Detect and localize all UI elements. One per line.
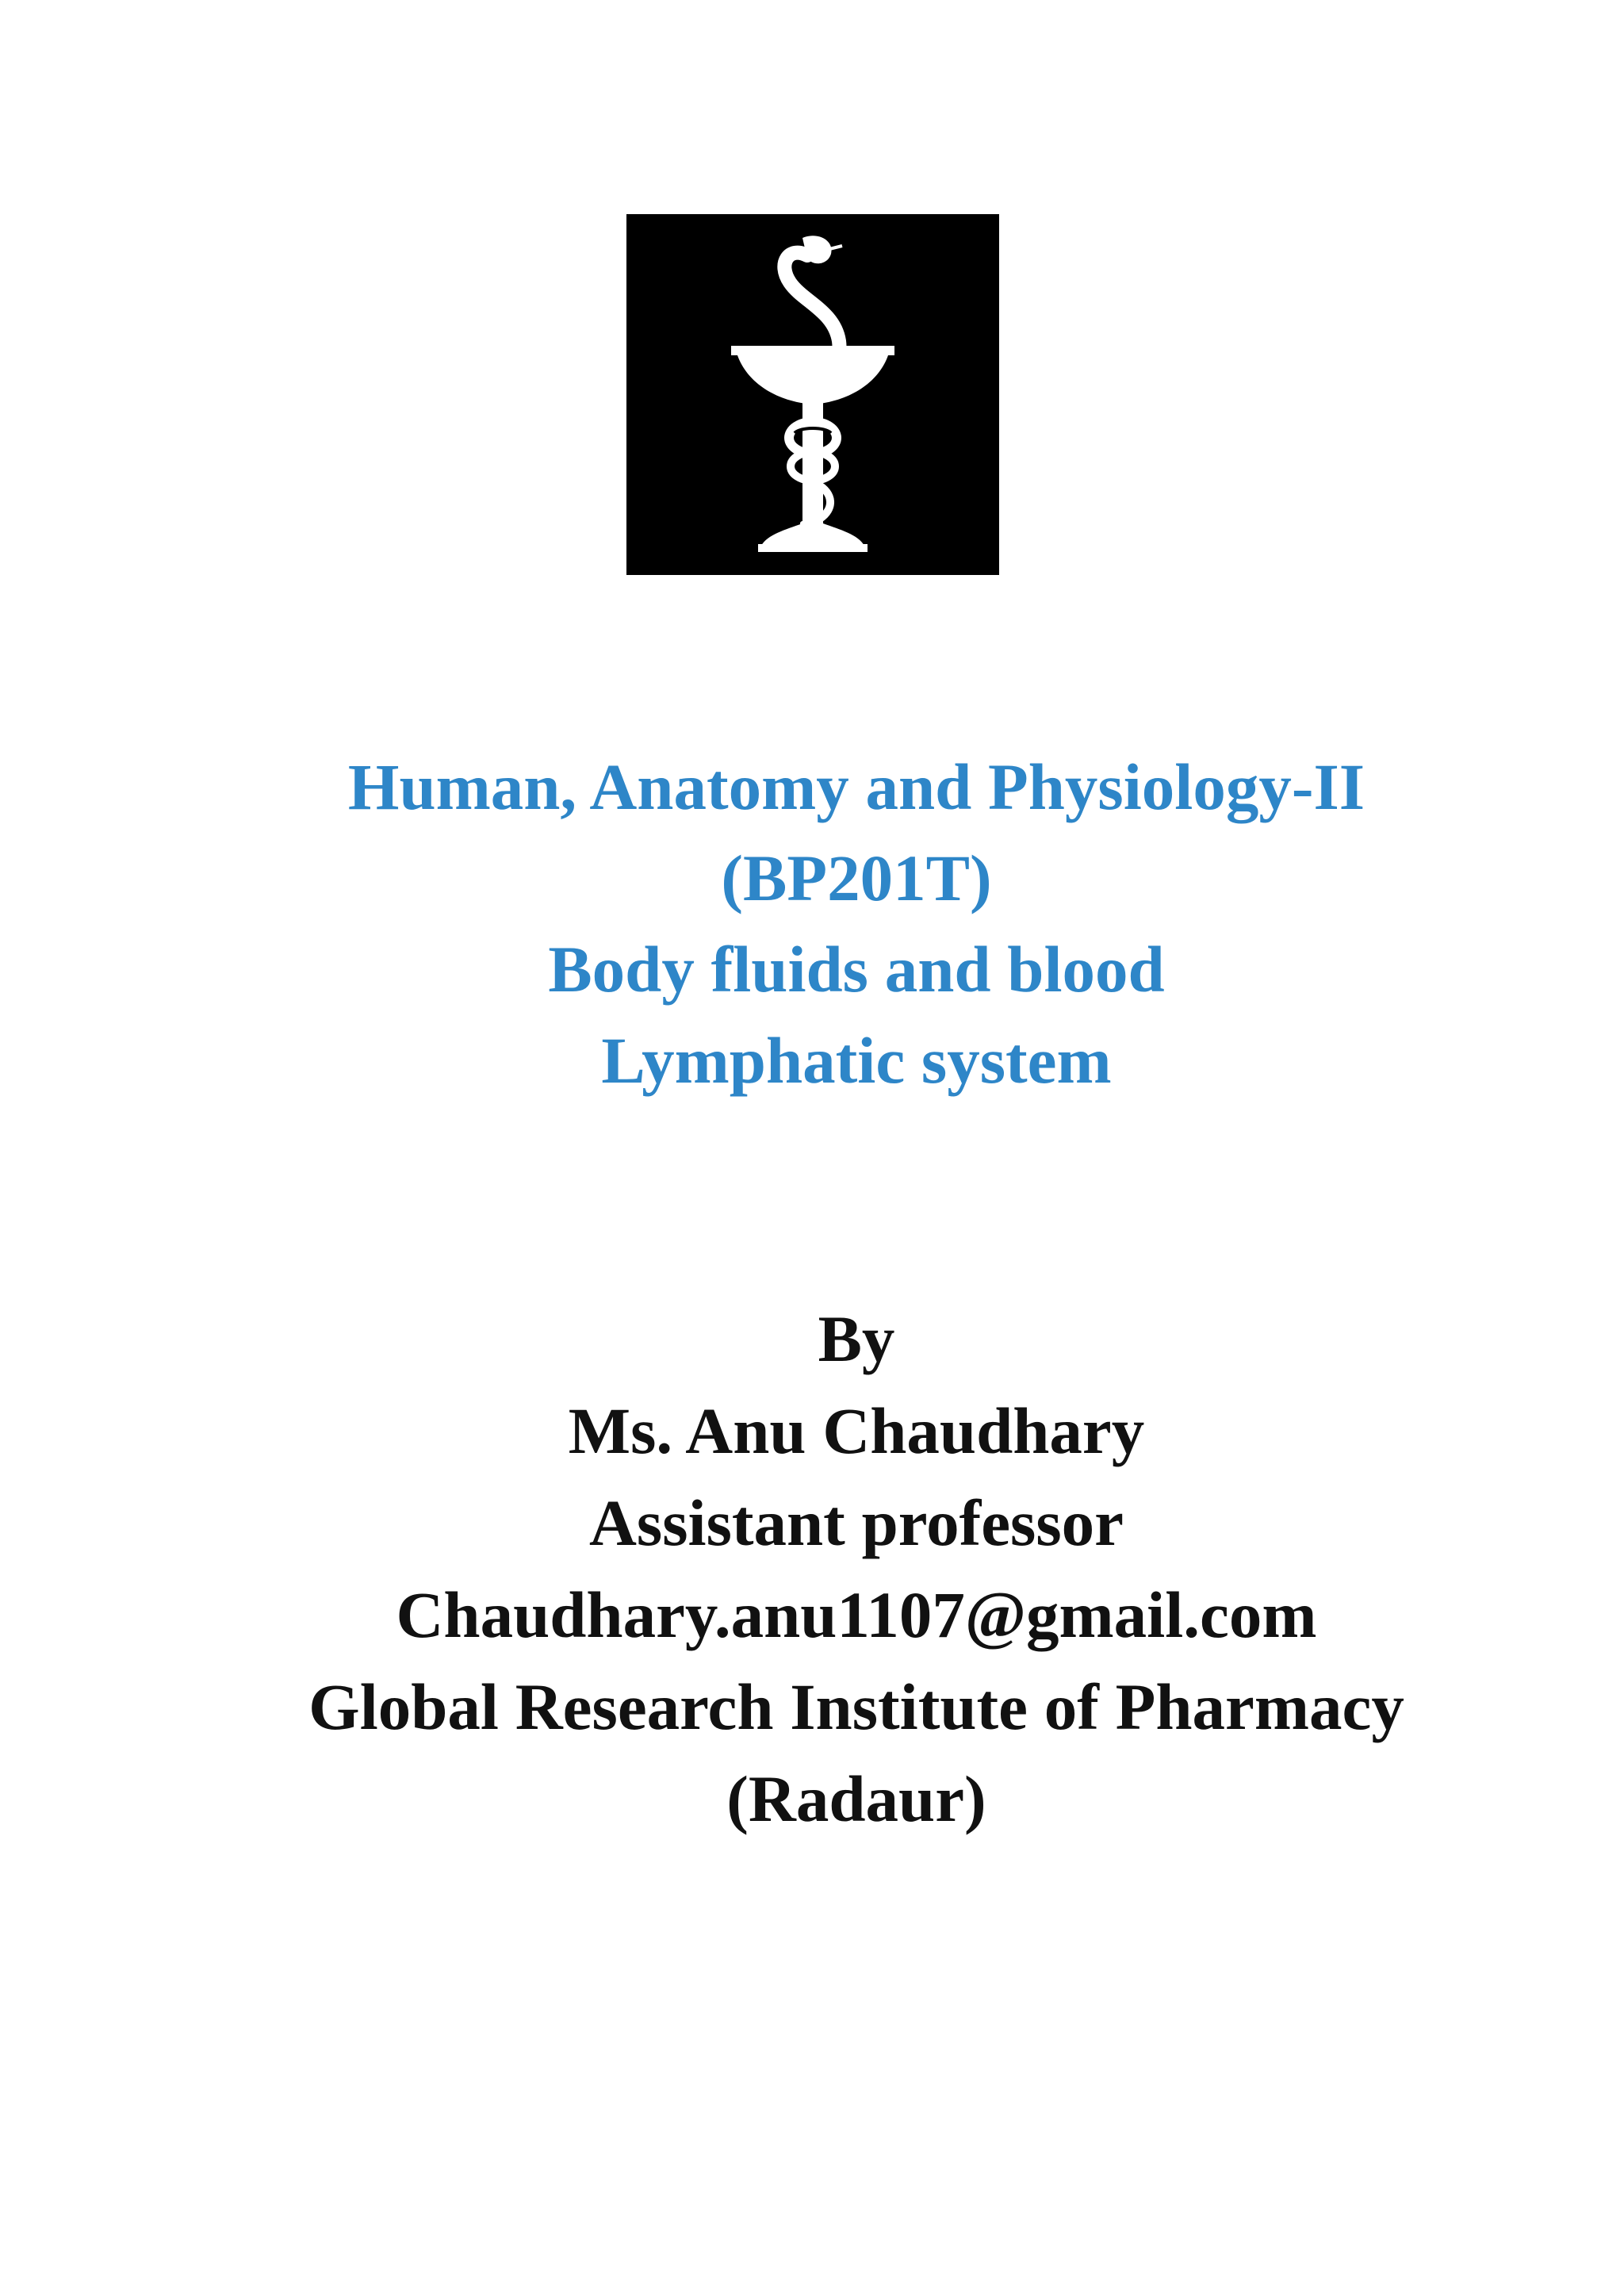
by-label: By: [818, 1302, 895, 1375]
title-course-code: (BP201T): [721, 841, 992, 914]
author-info: [0, 1293, 1624, 1845]
author-name: Ms. Anu Chaudhary: [568, 1394, 1145, 1467]
author-email: Chaudhary.anu1107@gmail.com: [396, 1578, 1317, 1651]
author-designation: Assistant professor: [588, 1486, 1124, 1559]
title-topic-2: Lymphatic system: [601, 1024, 1112, 1097]
author-institute: Global Research Institute of Pharmacy: [308, 1670, 1404, 1743]
author-location: (Radaur): [726, 1762, 986, 1835]
title-topic-1: Body fluids and blood: [548, 933, 1165, 1006]
title-course-name: Human, Anatomy and Physiology-II: [347, 750, 1365, 823]
pharmacy-logo: [626, 214, 999, 575]
bowl-of-hygieia-icon: [626, 214, 999, 575]
document-title: [0, 742, 1624, 1106]
